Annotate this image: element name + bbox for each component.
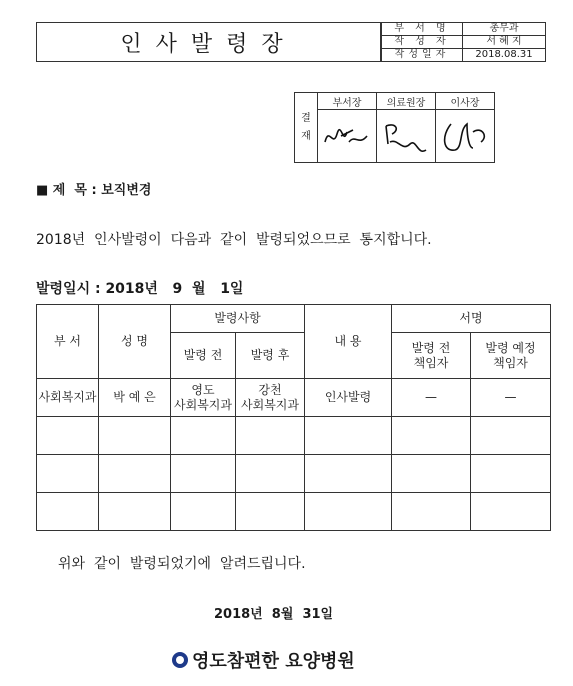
cell-dept: 사회복지과 (37, 379, 99, 417)
approval-side-label-1: 결 (301, 112, 311, 124)
cell-sign-before: — (392, 379, 471, 417)
header-before: 발령 전 (171, 333, 236, 379)
header-after: 발령 후 (236, 333, 305, 379)
header-action: 발령사항 (171, 305, 305, 333)
document-meta-table (381, 22, 546, 62)
header-dept: 부 서 (37, 305, 99, 379)
header-name: 성 명 (99, 305, 171, 379)
approval-col-director: 의료원장 (377, 93, 436, 110)
table-row-empty (37, 417, 551, 455)
closing-text: 위와 같이 발령되었기에 알려드립니다. (58, 556, 306, 572)
meta-row (382, 36, 546, 49)
signature-director (377, 110, 436, 163)
subject-line: ■ 제 목 : 보직변경 (36, 183, 152, 198)
meta-key: 작 성 자 (382, 36, 463, 49)
approval-col-chairman: 이사장 (436, 93, 495, 110)
meta-value: 총무과 (463, 23, 546, 36)
header-content: 내 용 (305, 305, 392, 379)
organization-name: 영도참편한 요양병원 (192, 651, 355, 672)
approval-table (294, 92, 495, 163)
table-row (37, 379, 551, 417)
effective-date: 발령일시 : 2018년 9 월 1일 (36, 281, 244, 297)
document-date: 2018년 8월 31일 (214, 607, 334, 622)
header-sign-before: 발령 전 책임자 (392, 333, 471, 379)
meta-row (382, 23, 546, 36)
organization (172, 647, 355, 673)
document-title: 인사발령장 (36, 22, 381, 62)
appointment-table (36, 304, 551, 531)
cell-content: 인사발령 (305, 379, 392, 417)
table-row-empty (37, 493, 551, 531)
signature-chairman (436, 110, 495, 163)
approval-col-dept-head: 부서장 (318, 93, 377, 110)
table-row-empty (37, 455, 551, 493)
cell-before: 영도 사회복지과 (171, 379, 236, 417)
meta-value: 2018.08.31 (463, 49, 546, 62)
approval-side-label (295, 93, 318, 163)
header-sign: 서명 (392, 305, 551, 333)
meta-key: 작성일자 (382, 49, 463, 62)
notice-text: 2018년 인사발령이 다음과 같이 발령되었으므로 통지합니다. (36, 232, 432, 248)
header-sign-after: 발령 예정 책임자 (471, 333, 551, 379)
meta-key: 부 서 명 (382, 23, 463, 36)
meta-row (382, 49, 546, 62)
meta-value: 서 혜 지 (463, 36, 546, 49)
signature-dept-head (318, 110, 377, 163)
approval-side-label-2: 재 (301, 130, 311, 142)
cell-after: 강천 사회복지과 (236, 379, 305, 417)
hospital-logo-icon (172, 652, 188, 668)
cell-name: 박 예 은 (99, 379, 171, 417)
cell-sign-after: — (471, 379, 551, 417)
